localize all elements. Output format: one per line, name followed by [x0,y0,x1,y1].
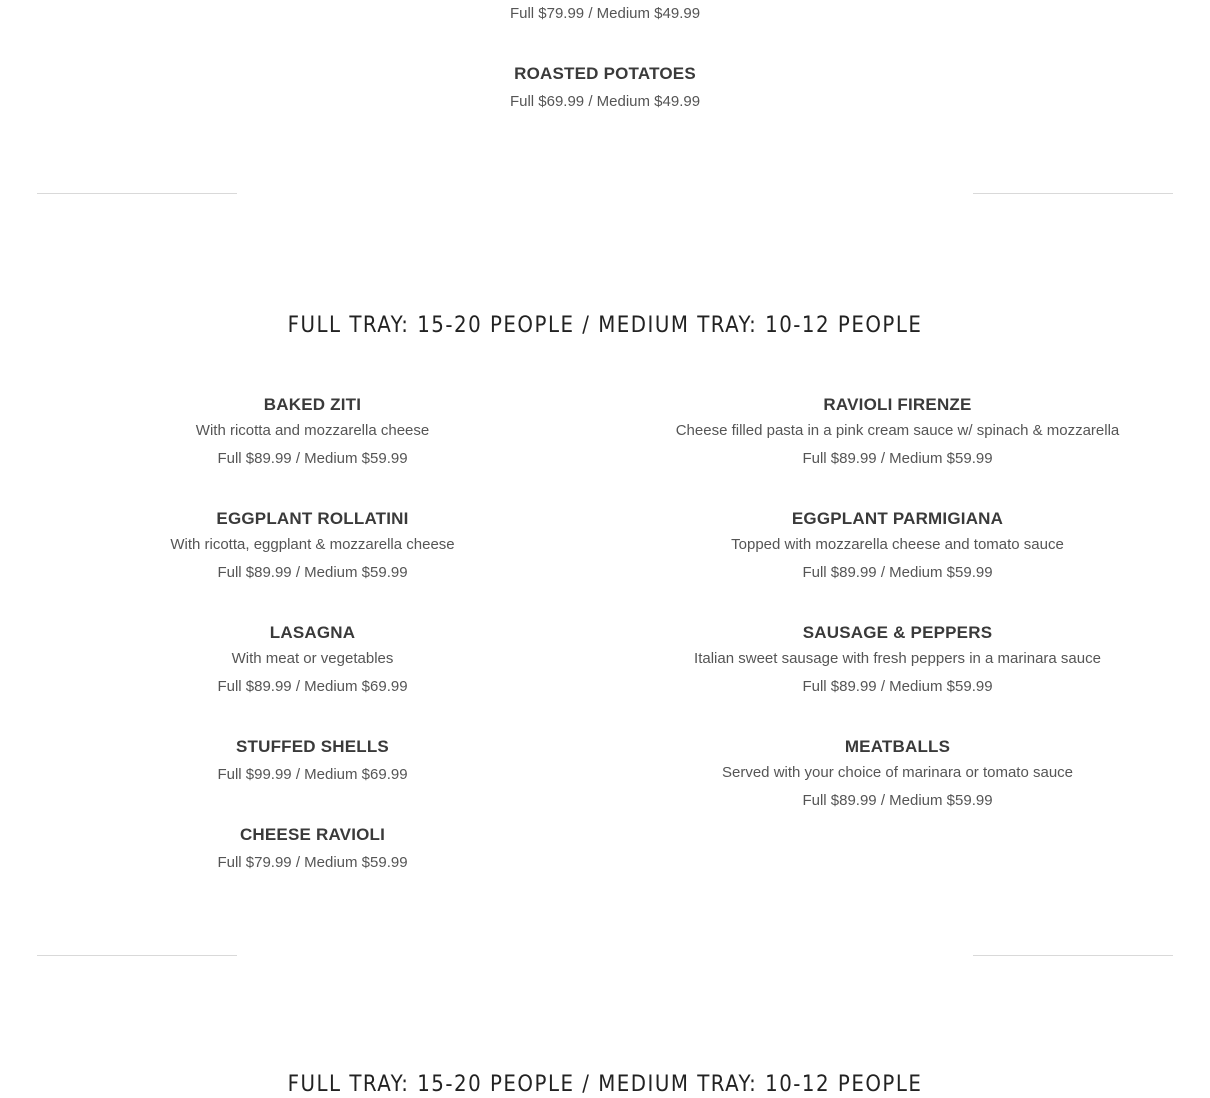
menu-item [20,825,605,873]
item-price: Full $89.99 / Medium $59.99 [802,450,993,467]
item-price: Full $89.99 / Medium $59.99 [802,564,993,581]
item-name: ROASTED POTATOES [514,64,696,83]
item-name: STUFFED SHELLS [236,737,389,756]
item-description: With ricotta, eggplant & mozzarella cheese [170,536,455,553]
menu-item [0,4,1210,24]
item-name: LASAGNA [269,623,356,642]
menu-item [605,737,1190,811]
item-description: Italian sweet sausage with fresh peppers in a marinara sauce [694,650,1101,667]
menu-item [605,395,1190,469]
item-price: Full $79.99 / Medium $59.99 [217,854,408,871]
divider-right [973,955,1173,956]
item-description: Cheese filled pasta in a pink cream sauce w/ spinach & mozzarella [675,422,1120,439]
item-name: EGGPLANT ROLLATINI [216,509,409,528]
item-description: With meat or vegetables [231,650,394,667]
item-price: Full $99.99 / Medium $69.99 [217,766,408,783]
item-name: RAVIOLI FIRENZE [823,395,972,414]
item-description: Served with your choice of marinara or tomato sauce [722,764,1073,781]
item-name: MEATBALLS [844,737,951,756]
item-name: BAKED ZITI [263,395,362,414]
item-price: Full $89.99 / Medium $69.99 [217,678,408,695]
menu-column-right [605,395,1190,895]
item-name: EGGPLANT PARMIGIANA [791,509,1004,528]
item-price: Full $89.99 / Medium $59.99 [217,564,408,581]
menu-item [20,623,605,697]
divider-left [37,955,237,956]
item-price: Full $79.99 / Medium $49.99 [509,5,701,22]
menu-item [605,509,1190,583]
item-price: Full $89.99 / Medium $59.99 [802,678,993,695]
menu-column-left [20,395,605,895]
menu-item [605,623,1190,697]
menu-item [20,737,605,785]
item-price: Full $89.99 / Medium $59.99 [802,792,993,809]
section-title: FULL TRAY: 15-20 PEOPLE / MEDIUM TRAY: 10-12 PEOPLE [287,313,923,338]
item-description: Topped with mozzarella cheese and tomato sauce [731,536,1064,553]
menu-item [20,395,605,469]
section-title: FULL TRAY: 15-20 PEOPLE / MEDIUM TRAY: 10-12 PEOPLE [287,1072,923,1097]
menu-item [0,64,1210,112]
divider-left [37,193,237,194]
item-price: Full $69.99 / Medium $49.99 [509,93,701,110]
item-price: Full $89.99 / Medium $59.99 [217,450,408,467]
item-name: CHEESE RAVIOLI [239,825,386,844]
item-name: SAUSAGE & PEPPERS [802,623,993,642]
item-description: With ricotta and mozzarella cheese [195,422,430,439]
menu-item [20,509,605,583]
divider-right [973,193,1173,194]
